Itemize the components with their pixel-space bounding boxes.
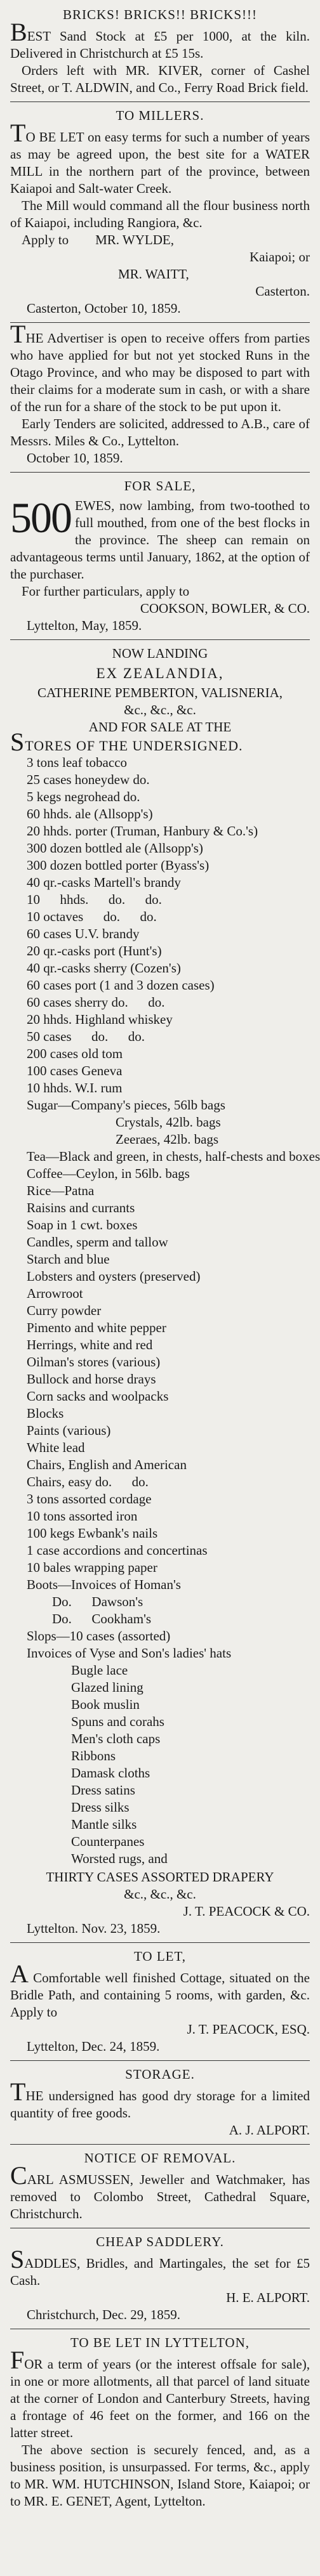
stores-item: 40 qr.-casks sherry (Cozen's) [27,960,181,976]
stores-item: 40 qr.-casks Martell's brandy [27,875,181,890]
ad-stores-title: STORES OF THE UNDERSIGNED. [10,728,243,756]
ad-removal [10,2150,310,2223]
divider [10,472,310,473]
stores-item: Glazed lining [71,1680,143,1695]
ad-ewes-number: 500 [10,494,71,542]
ad-millers-date: Casterton, October 10, 1859. [27,301,181,316]
ad-stores-line2: EX ZEALANDIA, [96,665,224,681]
stores-item: 20 hhds. Highland whiskey [27,1012,173,1027]
ad-cottage-apply: J. T. PEACOCK, ESQ. [187,2022,310,2037]
stores-item: Arrowroot [27,1286,83,1301]
stores-item: 3 tons assorted cordage [27,1491,152,1507]
stores-item: Herrings, white and red [27,1337,153,1352]
stores-item: 20 hhds. porter (Truman, Hanbury & Co.'s) [27,823,258,839]
ad-ewes-body: EWES, now lambing, from two-toothed to full mouthed, from one of the best flocks in the province. The sheep can remain on advantageous terms until January, 1862, at the option of the purchaser. [10,498,310,582]
ad-stores-line1: NOW LANDING [112,646,208,661]
stores-item: 10 tons assorted iron [27,1508,138,1524]
ad-lyttelton [10,2334,310,2510]
ad-advertiser [10,320,310,467]
ad-millers-body: TO BE LET on easy terms for such a number of years as may be agreed upon, the best site for a WATER MILL in the northern part of the province, between Kaiapoi and Salt-water Creek. [10,119,310,196]
ad-saddlery-body: SADDLES, Bridles, and Martingales, the set for £5 Cash. [10,2245,310,2288]
ad-saddlery [10,2233,310,2324]
stores-item: Bugle lace [71,1663,128,1678]
ad-ewes-date: Lyttelton, May, 1859. [27,618,142,633]
divider [10,639,310,640]
stores-item: 3 tons leaf tobacco [27,755,128,770]
ad-bricks-body: BEST Sand Stock at £5 per 1000, at the kiln. Delivered in Christchurch at £5 15s. [10,18,310,61]
stores-item: Candles, sperm and tallow [27,1234,168,1250]
ad-storage-sig: A. J. ALPORT. [229,2122,310,2138]
stores-item: 50 cases do. do. [27,1029,145,1044]
ad-cottage [10,1948,310,2055]
stores-item: Blocks [27,1406,64,1421]
stores-item: 10 hhds. W.I. rum [27,1080,123,1095]
ad-bricks-orders: Orders left with MR. KIVER, corner of Cashel Street, or T. ALDWIN, and Co., Ferry Road Brick field. [10,63,310,95]
stores-item: Lobsters and oysters (preserved) [27,1269,201,1284]
ad-saddlery-heading: CHEAP SADDLERY. [96,2234,224,2249]
stores-item: 60 cases U.V. brandy [27,926,140,941]
ad-stores-line5: AND FOR SALE AT THE [88,719,232,735]
stores-item: Corn sacks and woolpacks [27,1389,169,1404]
ad-millers-apply4: Casterton. [255,284,310,299]
stores-item: Paints (various) [27,1423,111,1438]
ad-storage [10,2066,310,2139]
stores-item: 300 dozen bottled porter (Byass's) [27,858,210,873]
ad-saddlery-sig: H. E. ALPORT. [226,2290,310,2305]
stores-item: 10 hhds. do. do. [27,892,162,907]
stores-item: 60 cases port (1 and 3 dozen cases) [27,977,215,993]
stores-item: Chairs, easy do. do. [27,1474,149,1489]
divider [10,322,310,323]
ad-millers-apply3: MR. WAITT, [118,266,189,282]
ad-millers-apply2: Kaiapoi; or [249,249,310,265]
ad-ewes-heading: FOR SALE, [124,478,196,494]
ad-advertiser-body2: Early Tenders are solicited, addressed to A.B., care of Messrs. Miles & Co., Lyttelton. [10,416,310,448]
ad-advertiser-body: THE Advertiser is open to receive offers from parties who have applied for but not yet stocked Runs in the Otago Province, and who may be disposed to part with their claims for a moderate sum in cash, or with a share of the run for a share of the stock to be put upon it. [10,320,310,414]
stores-item: 10 bales wrapping paper [27,1560,157,1575]
ad-cottage-heading: TO LET, [133,1949,187,1964]
stores-item: Do. Cookham's [52,1611,152,1626]
stores-item: White lead [27,1440,85,1455]
ad-stores [10,645,320,1937]
ad-stores-firm: J. T. PEACOCK & CO. [183,1904,310,1919]
ad-cottage-date: Lyttelton, Dec. 24, 1859. [27,2039,160,2054]
ad-stores-line3: CATHERINE PEMBERTON, VALISNERIA, [37,685,283,700]
stores-item: 60 cases sherry do. do. [27,995,165,1010]
stores-item: 25 cases honeydew do. [27,772,150,787]
ad-millers-heading: TO MILLERS. [116,108,204,123]
stores-item: 100 cases Geneva [27,1063,123,1078]
stores-item: 300 dozen bottled ale (Allsopp's) [27,840,203,856]
stores-item: Bullock and horse drays [27,1371,156,1387]
stores-item: 10 octaves do. do. [27,909,157,924]
stores-item: Mantle silks [71,1817,137,1832]
stores-item: Rice—Patna [27,1183,95,1198]
stores-item: Men's cloth caps [71,1731,161,1746]
divider [10,2144,310,2145]
divider [10,1942,310,1943]
ad-stores-drapery: THIRTY CASES ASSORTED DRAPERY [46,1869,274,1885]
ad-lyttelton-body: FOR a term of years (or the interest offsale for sale), in one or more allotments, all that parcel of land situate at the corner of London and Canterbury Streets, having a frontage of 46 feet on the former, and 166 on the latter street. [10,2346,310,2440]
stores-item: Crystals, 42lb. bags [116,1115,221,1130]
stores-item: Do. Dawson's [52,1594,143,1609]
stores-item: Soap in 1 cwt. boxes [27,1217,138,1232]
ad-ewes [10,478,310,634]
stores-item: Coffee—Ceylon, in 56lb. bags [27,1166,190,1181]
divider [10,101,310,102]
ad-ewes-apply: For further particulars, apply to [22,584,190,599]
stores-item: 60 hhds. ale (Allsopp's) [27,806,153,821]
ad-stores-line4: &c., &c., &c. [124,702,196,717]
ad-ewes-firm: COOKSON, BOWLER, & CO. [140,601,310,616]
ad-lyttelton-heading: TO BE LET IN LYTTELTON, [70,2335,250,2350]
stores-item: Book muslin [71,1697,140,1712]
stores-item: Chairs, English and American [27,1457,187,1472]
stores-item: Slops—10 cases (assorted) [27,1628,171,1644]
stores-item: 5 kegs negrohead do. [27,789,140,804]
divider [10,2060,310,2061]
ad-stores-date: Lyttelton. Nov. 23, 1859. [27,1921,161,1936]
ad-bricks-heading: BRICKS! BRICKS!! BRICKS!!! [62,7,258,22]
ad-bricks [10,6,310,96]
ad-removal-body: CARL ASMUSSEN, Jeweller and Watchmaker, has removed to Colombo Street, Cathedral Square, Christchurch. [10,2161,310,2221]
stores-item: 100 kegs Ewbank's nails [27,1526,158,1541]
ad-lyttelton-body2: The above section is securely fenced, and, as a business position, is unsurpassed. For terms, &c., apply to MR. WM. HUTCHINSON, Island Store, Kaiapoi; or to MR. E. GENET, Agent, Lyttelton. [10,2442,310,2509]
ad-millers [10,107,310,317]
ad-advertiser-date: October 10, 1859. [27,450,123,466]
stores-item: 1 case accordions and concertinas [27,1543,208,1558]
stores-item: Invoices of Vyse and Son's ladies' hats [27,1645,232,1661]
stores-item: Dress silks [71,1800,130,1815]
stores-item: Spuns and corahs [71,1714,164,1729]
ad-storage-body: THE undersigned has good dry storage for a limited quantity of free goods. [10,2077,310,2121]
stores-item: Oilman's stores (various) [27,1354,161,1370]
stores-item: Damask cloths [71,1765,150,1781]
stores-item: Sugar—Company's pieces, 56lb bags [27,1097,225,1113]
stores-item: Ribbons [71,1748,116,1763]
ad-millers-body2: The Mill would command all the flour business north of Kaiapoi, including Rangiora, &c. [10,198,310,230]
ad-cottage-body: A Comfortable well finished Cottage, situated on the Bridle Path, and containing 5 rooms, with garden, &c. Apply to [10,1959,310,2020]
stores-item: Counterpanes [71,1834,145,1849]
stores-item: Boots—Invoices of Homan's [27,1577,181,1592]
stores-item: Pimento and white pepper [27,1320,166,1335]
ad-storage-heading: STORAGE. [125,2067,195,2082]
stores-item: Dress satins [71,1782,135,1798]
ad-millers-apply: Apply to MR. WYLDE, [22,232,174,247]
stores-item: 200 cases old tom [27,1046,123,1061]
stores-item: Worsted rugs, and [71,1851,168,1866]
stores-item: Zeeraes, 42lb. bags [116,1132,219,1147]
stores-item: Tea—Black and green, in chests, half-chests and boxes [27,1149,320,1164]
ad-saddlery-date: Christchurch, Dec. 29, 1859. [27,2307,181,2322]
stores-item: 20 qr.-casks port (Hunt's) [27,943,162,958]
stores-item-list [10,754,320,1867]
stores-item: Starch and blue [27,1252,110,1267]
ad-removal-heading: NOTICE OF REMOVAL. [84,2150,236,2166]
stores-item: Raisins and currants [27,1200,135,1215]
ad-stores-etc: &c., &c., &c. [124,1886,196,1902]
stores-item: Curry powder [27,1303,102,1318]
